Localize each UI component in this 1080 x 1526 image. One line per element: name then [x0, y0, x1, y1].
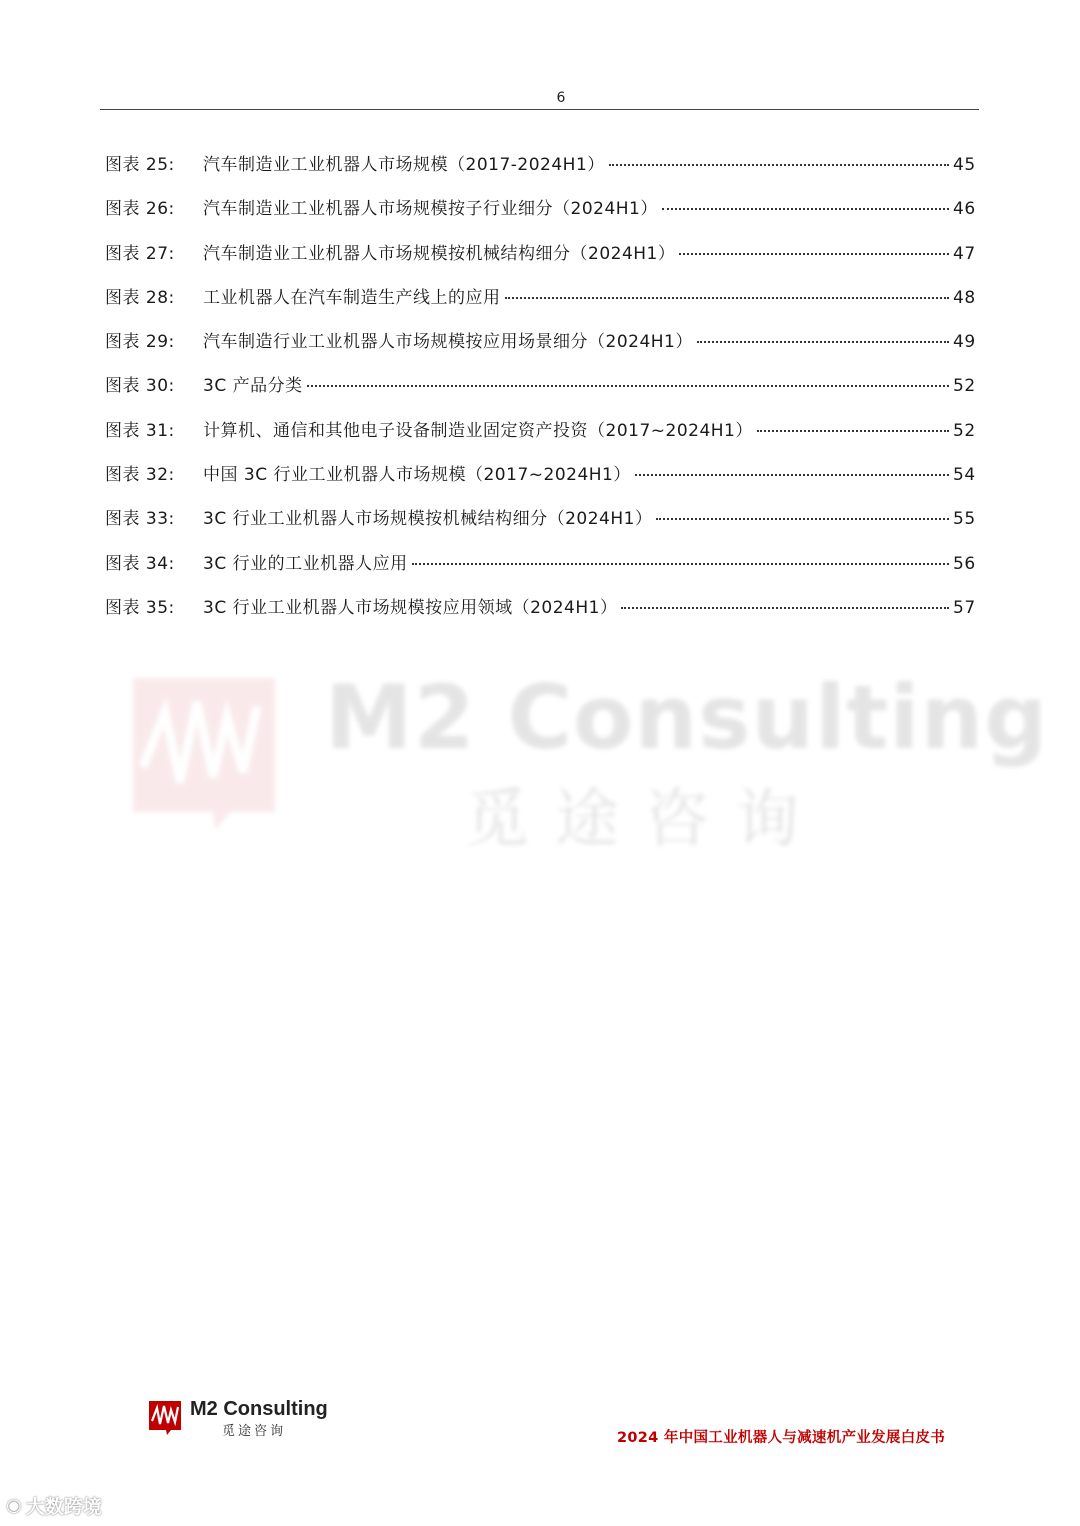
- toc-entry[interactable]: [105, 327, 975, 371]
- toc-entry-title: 3C 行业的工业机器人应用: [203, 553, 408, 574]
- toc-entry-page: 52: [953, 420, 976, 441]
- watermark: [125, 666, 1049, 857]
- toc-entry[interactable]: [105, 549, 975, 593]
- toc-entry[interactable]: [105, 239, 975, 283]
- toc-entry[interactable]: [105, 150, 975, 194]
- toc-entry-title: 中国 3C 行业工业机器人市场规模（2017~2024H1）: [203, 465, 631, 486]
- toc-entry-prefix: 图表 35:: [105, 597, 175, 618]
- toc-dot-leader: [662, 208, 949, 210]
- toc-dot-leader: [307, 385, 949, 387]
- toc-entry-page: 52: [953, 376, 976, 397]
- toc-entry-prefix: 图表 34:: [105, 553, 175, 574]
- toc-entry-page: 47: [953, 243, 976, 264]
- toc-dot-leader: [656, 518, 949, 520]
- toc-entry-page: 54: [953, 465, 976, 486]
- header-rule: [100, 109, 979, 110]
- toc-entry[interactable]: [105, 460, 975, 504]
- toc-entry-page: 48: [953, 287, 976, 308]
- toc-entry-title: 汽车制造业工业机器人市场规模按子行业细分（2024H1）: [203, 199, 658, 220]
- m2-logo-icon: [148, 1400, 182, 1436]
- toc-entry-prefix: 图表 33:: [105, 509, 175, 530]
- footer-logo: [148, 1398, 328, 1440]
- watermark-brand: M2 Consulting: [325, 666, 1049, 769]
- source-watermark: [6, 1490, 102, 1520]
- toc-entry[interactable]: [105, 371, 975, 415]
- toc-entry-prefix: 图表 26:: [105, 199, 175, 220]
- toc-entry-title: 汽车制造业工业机器人市场规模按机械结构细分（2024H1）: [203, 243, 676, 264]
- toc-entry[interactable]: [105, 283, 975, 327]
- toc-dot-leader: [609, 164, 949, 166]
- toc-entry-title: 3C 产品分类: [203, 376, 303, 397]
- table-of-figures: [105, 150, 975, 637]
- toc-entry[interactable]: [105, 416, 975, 460]
- report-title: 2024 年中国工业机器人与减速机产业发展白皮书: [617, 1430, 946, 1446]
- toc-dot-leader: [679, 253, 949, 255]
- toc-entry-prefix: 图表 30:: [105, 376, 175, 397]
- toc-entry-title: 汽车制造业工业机器人市场规模（2017-2024H1）: [203, 155, 605, 175]
- toc-entry[interactable]: [105, 593, 975, 637]
- toc-entry-prefix: 图表 29:: [105, 332, 175, 353]
- toc-entry-page: 49: [953, 332, 976, 353]
- toc-dot-leader: [505, 297, 950, 299]
- m2-logo-icon: [125, 672, 280, 832]
- toc-entry-title: 计算机、通信和其他电子设备制造业固定资产投资（2017~2024H1）: [203, 420, 753, 441]
- footer-brand-cn: 觅途咨询: [222, 1424, 287, 1439]
- toc-entry-page: 57: [953, 597, 976, 618]
- watermark-brand-cn: 觅途咨询: [465, 783, 825, 857]
- toc-entry-page: 55: [953, 509, 976, 530]
- toc-entry-prefix: 图表 31:: [105, 420, 175, 441]
- toc-entry-prefix: 图表 28:: [105, 287, 175, 308]
- toc-entry-title: 3C 行业工业机器人市场规模按机械结构细分（2024H1）: [203, 509, 653, 530]
- source-watermark-text: 大数跨境: [25, 1495, 102, 1518]
- toc-entry-title: 3C 行业工业机器人市场规模按应用领域（2024H1）: [203, 597, 618, 618]
- toc-entry-prefix: 图表 25:: [105, 155, 175, 175]
- toc-dot-leader: [621, 607, 949, 609]
- toc-entry-page: 46: [953, 199, 976, 220]
- toc-entry-prefix: 图表 32:: [105, 465, 175, 486]
- toc-dot-leader: [635, 474, 949, 476]
- toc-entry-title: 汽车制造行业工业机器人市场规模按应用场景细分（2024H1）: [203, 332, 693, 353]
- toc-dot-leader: [757, 430, 949, 432]
- weibo-like-icon: ◉: [6, 1494, 22, 1516]
- page-number: 6: [556, 90, 566, 106]
- toc-entry-title: 工业机器人在汽车制造生产线上的应用: [203, 287, 501, 308]
- toc-entry-page: 45: [953, 155, 976, 175]
- toc-dot-leader: [697, 341, 949, 343]
- toc-entry-prefix: 图表 27:: [105, 243, 175, 264]
- footer-brand: M2 Consulting: [190, 1398, 328, 1420]
- toc-entry-page: 56: [953, 553, 976, 574]
- toc-dot-leader: [412, 563, 949, 565]
- toc-entry[interactable]: [105, 504, 975, 548]
- toc-entry[interactable]: [105, 194, 975, 238]
